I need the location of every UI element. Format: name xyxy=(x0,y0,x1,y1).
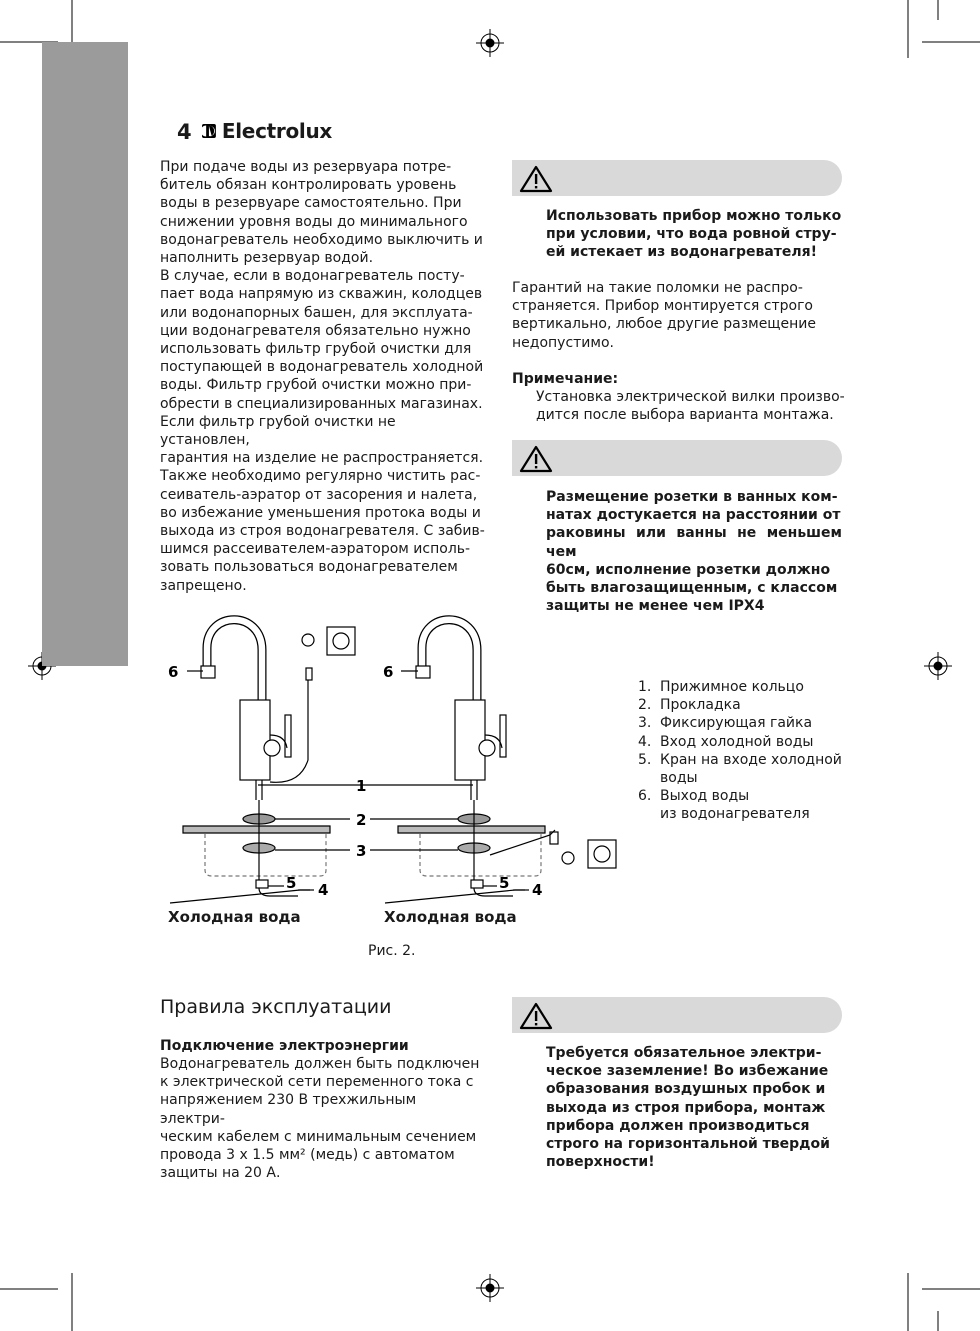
brand-name: Electrolux xyxy=(221,119,332,143)
subsection-title: Подключение электроэнергии xyxy=(160,1038,409,1054)
label-4-left: 4 xyxy=(318,881,329,899)
power-paragraph: Водонагреватель должен быть подключен к электрической сети переменного тока с напряжением 230 В трехжильным электри- ческим кабелем с минимальным сечением провода 3 x 1.5 мм² (медь) с автоматом защиты на 20 А. xyxy=(160,1056,480,1182)
legend-item: 1. Прижимное кольцо xyxy=(638,679,804,695)
label-1: 1 xyxy=(356,777,367,795)
label-6-left: 6 xyxy=(168,663,179,681)
label-2: 2 xyxy=(356,811,367,829)
caption-cold-water-right: Холодная вода xyxy=(384,908,517,926)
label-4-right: 4 xyxy=(532,881,543,899)
warning-triangle-icon xyxy=(518,1001,554,1031)
note-text: Установка электрической вилки произво- дится после выбора варианта монтажа. xyxy=(536,389,845,424)
warning-text-1: Использовать прибор можно только при условии, что вода ровной стру- ей истекает из водонагревателя! xyxy=(546,208,842,261)
faucet-left xyxy=(170,620,355,903)
section-title: Правила эксплуатации xyxy=(160,996,392,1018)
intro-paragraph: При подаче воды из резервуара потре- битель обязан контролировать уровень воды в резервуаре самостоятельно. При снижении уровня воды до минимального водонагреватель необходимо выключить и наполнить резервуар водой. В случае, если в водонагреватель посту- пает вода напрямую из скважин, колодцев или водонапорных башен, для эксплуата- ции водонагревателя обязательно нужно использовать фильтр грубой очистки для поступающей в водонагреватель холодной воды. Фильтр грубой очистки можно при- обрести в специализированных магазинах. Если фильтр грубой очистки не установлен, гарантия на изделие не распространяется. Также необходимо регулярно чистить рас- сеиватель-аэратор от засорения и налета, во избежание уменьшения протока воды и выхода из строя водонагревателя. С забив- шимся рассеивателем-аэратором исполь- зовать пользоваться водонагревателем запрещено. xyxy=(160,159,485,594)
faucet-right xyxy=(385,620,616,903)
warning-bar-3 xyxy=(512,997,842,1033)
legend-item: 2. Прокладка xyxy=(638,697,741,714)
note-title: Примечание: xyxy=(512,371,619,387)
figure-label: Рис. 2. xyxy=(368,943,416,959)
label-6-right: 6 xyxy=(383,663,394,681)
legend-item: 4. Вход холодной воды xyxy=(638,733,814,750)
guarantee-paragraph: Гарантий на такие поломки не распро- страняется. Прибор монтируется строго вертикально, любое другие размещение недопустимо. xyxy=(512,280,816,351)
legend-item: 5. Кран на входе холодной воды xyxy=(638,751,842,787)
caption-cold-water-left: Холодная вода xyxy=(168,908,301,926)
legend-list xyxy=(638,678,848,824)
warning-text-2: Размещение розетки в ванных ком- натах достукается на расстоянии от раковины или ванны не меньшем чем 60см, исполнение розетки должно быть влагозащищенным, с классом защиты не менее чем IPX4 xyxy=(546,489,842,615)
label-5-right: 5 xyxy=(499,874,510,892)
label-5-left: 5 xyxy=(286,874,297,892)
warning-text-3: Требуется обязательное электри- ческое заземление! Во избежание образования воздушных пробок и выхода из строя прибора, монтаж прибора должен производиться строго на горизонтальной твердой поверхности! xyxy=(546,1045,830,1171)
label-3: 3 xyxy=(356,842,367,860)
page-number: 4 xyxy=(177,120,192,144)
legend-item: 3. Фиксирующая гайка xyxy=(638,715,813,732)
legend-item: 6. Выход воды из водонагревателя xyxy=(638,788,810,823)
